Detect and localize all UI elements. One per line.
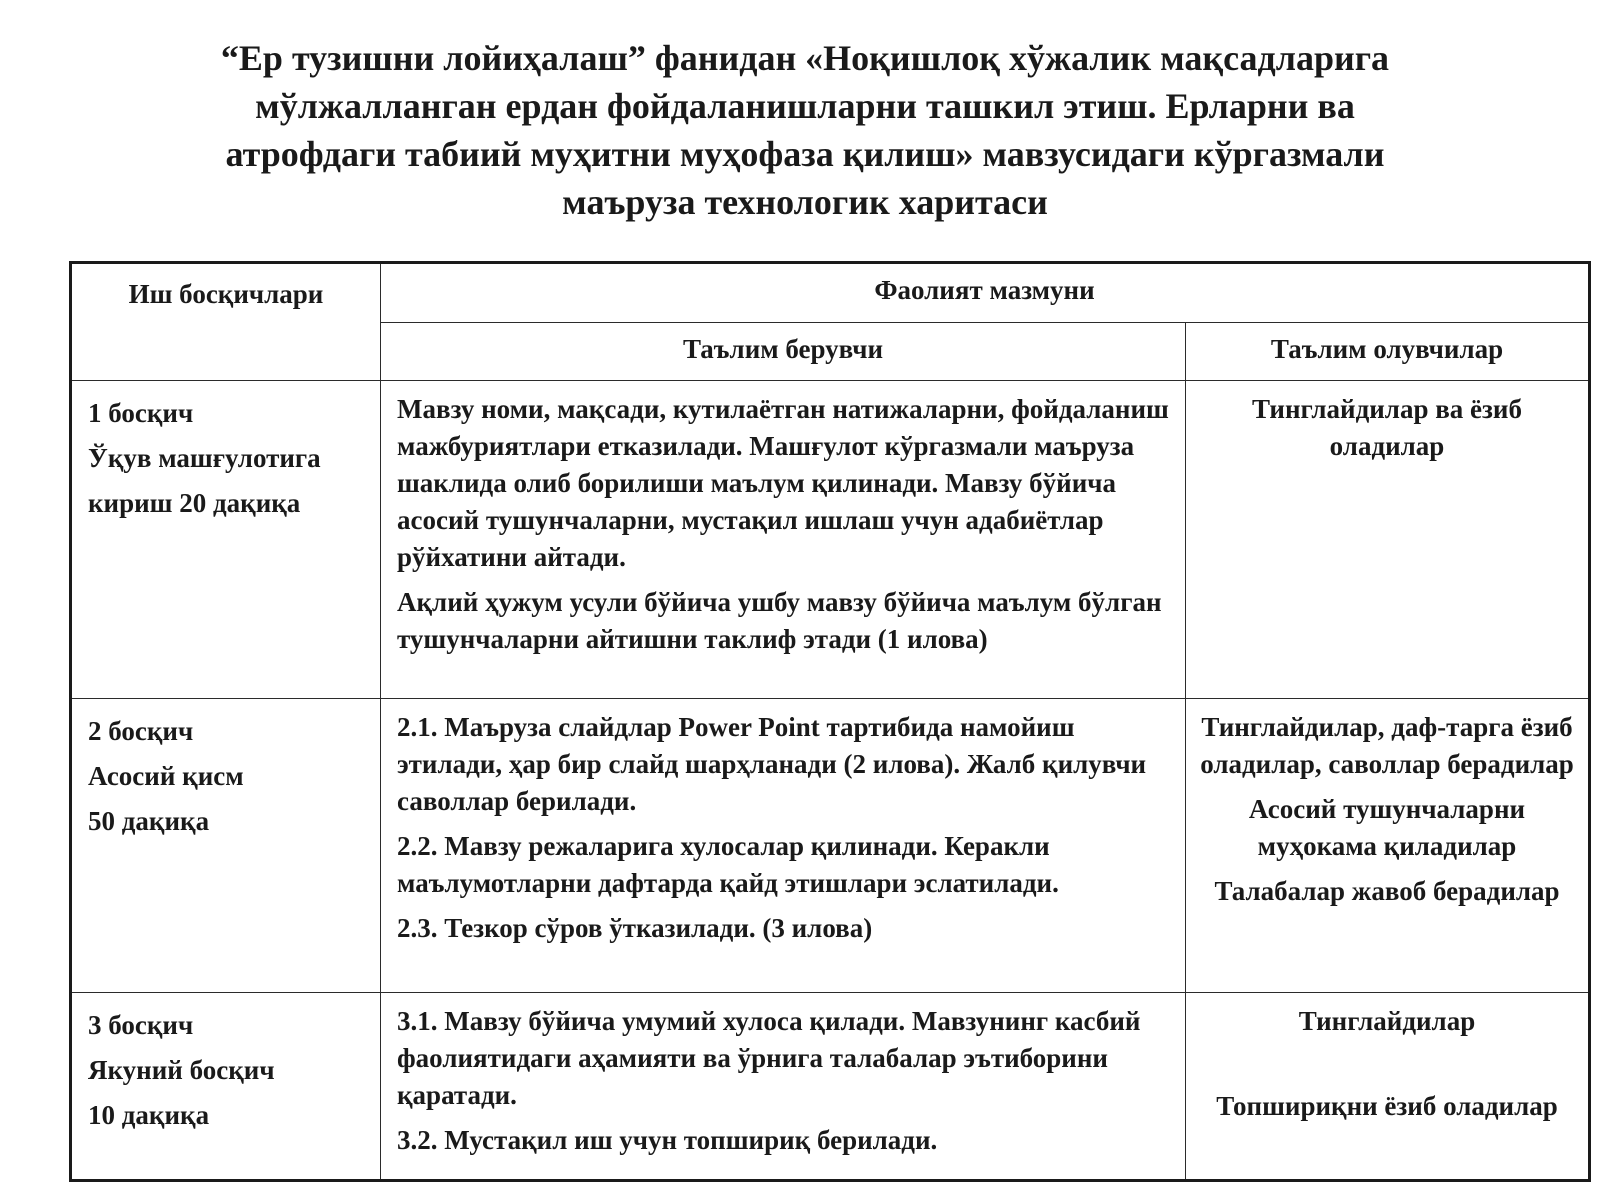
students-text: Тинглайдилар ва ёзиб оладилар — [1252, 394, 1522, 461]
stage-duration: кириш 20 дақиқа — [88, 488, 301, 518]
teacher-cell — [381, 381, 1186, 699]
title-line: мўлжалланган ердан фойдаланишларни ташкил этиш. Ерларни ва — [255, 86, 1355, 126]
teacher-text: 2.1. Маъруза слайдлар Power Point тартибида намойиш этилади, ҳар бир слайд шарҳланади (2 илова). Жалб қилувчи саволлар берилади. — [397, 712, 1147, 816]
stage-name: Асосий қисм — [88, 761, 244, 791]
teacher-text: 3.2. Мустақил иш учун топшириқ берилади. — [397, 1125, 938, 1155]
teacher-text: 2.3. Тезкор сўров ўтказилади. (3 илова) — [397, 913, 873, 943]
stage-cell — [71, 699, 381, 993]
document-title — [120, 34, 1490, 226]
students-text: Талабалар жавоб берадилар — [1214, 876, 1560, 906]
students-text: Тинглайдилар — [1298, 1006, 1476, 1036]
stage-name: Якуний босқич — [88, 1055, 275, 1085]
table-header-row — [71, 263, 1590, 323]
students-text: Тинглайдилар, даф-тарга ёзиб оладилар, саволлар берадилар — [1200, 712, 1574, 779]
students-cell — [1186, 993, 1590, 1181]
table-row — [71, 993, 1590, 1181]
stage-number: 2 босқич — [88, 716, 194, 746]
header-activity: Фаолият мазмуни — [381, 263, 1590, 323]
teacher-text: Мавзу номи, мақсади, кутилаётган натижаларни, фойдаланиш мажбуриятлари етказилади. Машғулот кўргазмали маъруза шаклида олиб борилиши маълум қилинади. Мавзу бўйича асосий тушунчаларни, мустақил ишлаш учун адабиётлар рўйхатини айтади. — [397, 394, 1169, 572]
stage-name: Ўқув машғулотига — [88, 443, 321, 473]
spacer — [1194, 1048, 1580, 1088]
stage-duration: 10 дақиқа — [88, 1100, 210, 1130]
students-cell — [1186, 381, 1590, 699]
title-line: атрофдаги табиий муҳитни муҳофаза қилиш» мавзусидаги кўргазмали — [225, 134, 1385, 174]
students-text: Топшириқни ёзиб оладилар — [1216, 1091, 1558, 1121]
students-text: Асосий тушунчаларни муҳокама қиладилар — [1248, 794, 1526, 861]
teacher-cell — [381, 699, 1186, 993]
teacher-cell — [381, 993, 1186, 1181]
title-line: “Ер тузишни лойиҳалаш” фанидан «Ноқишлоқ хўжалик мақсадларига — [220, 38, 1390, 78]
stage-cell — [71, 381, 381, 699]
stage-number: 3 босқич — [88, 1010, 194, 1040]
teacher-text: 3.1. Мавзу бўйича умумий хулоса қилади. Мавзунинг касбий фаолиятидаги аҳамияти ва ўрнига талабалар эътиборини қаратади. — [397, 1006, 1141, 1110]
stage-duration: 50 дақиқа — [88, 806, 210, 836]
teacher-text: Ақлий ҳужум усули бўйича ушбу мавзу бўйича маълум бўлган тушунчаларни айтишни таклиф этади (1 илова) — [397, 587, 1162, 654]
table-row — [71, 381, 1590, 699]
stage-number: 1 босқич — [88, 398, 194, 428]
technology-map-table — [69, 261, 1591, 1182]
header-students: Таълим олувчилар — [1186, 322, 1590, 381]
title-line: маъруза технологик харитаси — [562, 182, 1048, 222]
header-stages: Иш босқичлари — [71, 263, 381, 381]
stage-cell — [71, 993, 381, 1181]
header-teacher: Таълим берувчи — [381, 322, 1186, 381]
students-cell — [1186, 699, 1590, 993]
teacher-text: 2.2. Мавзу режаларига хулосалар қилинади. Керакли маълумотларни дафтарда қайд этишлари эслатилади. — [397, 831, 1059, 898]
table-row — [71, 699, 1590, 993]
